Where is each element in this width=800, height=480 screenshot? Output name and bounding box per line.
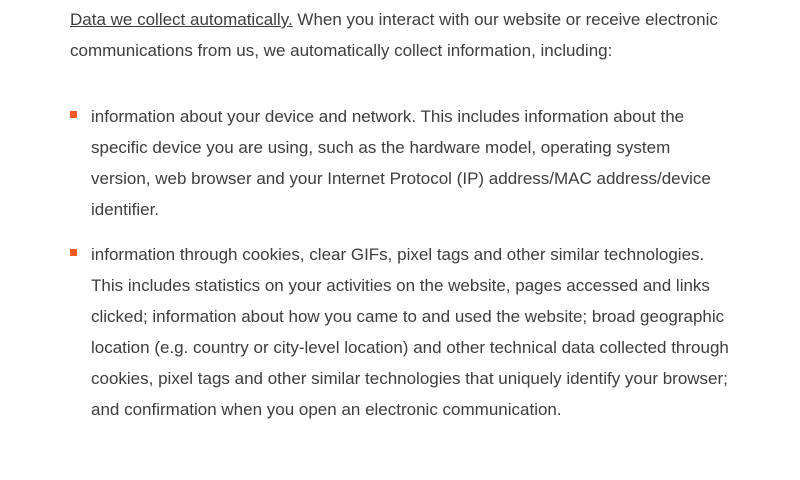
list-item — [70, 101, 730, 225]
list-item — [70, 239, 730, 425]
section-heading-link[interactable]: Data we collect automatically. — [70, 10, 293, 29]
bullet-square-icon — [70, 249, 77, 256]
intro-paragraph — [70, 4, 730, 66]
intro-text: When you interact with our website or receive electronic communications from us, we automatically collect information, including: — [70, 10, 718, 60]
bullet-square-icon — [70, 111, 77, 118]
list-item-text: information about your device and network. This includes information about the specific device you are using, such as the hardware model, operating system version, web browser and your Internet Protocol (IP) address/MAC address/device identifier. — [91, 107, 711, 219]
bullet-list — [70, 101, 730, 425]
list-item-text: information through cookies, clear GIFs, pixel tags and other similar technologies. This includes statistics on your activities on the website, pages accessed and links clicked; information about how you came to and used the website; broad geographic location (e.g. country or city-level location) and other technical data collected through cookies, pixel tags and other similar technologies that uniquely identify your browser; and confirmation when you open an electronic communication. — [91, 245, 729, 419]
